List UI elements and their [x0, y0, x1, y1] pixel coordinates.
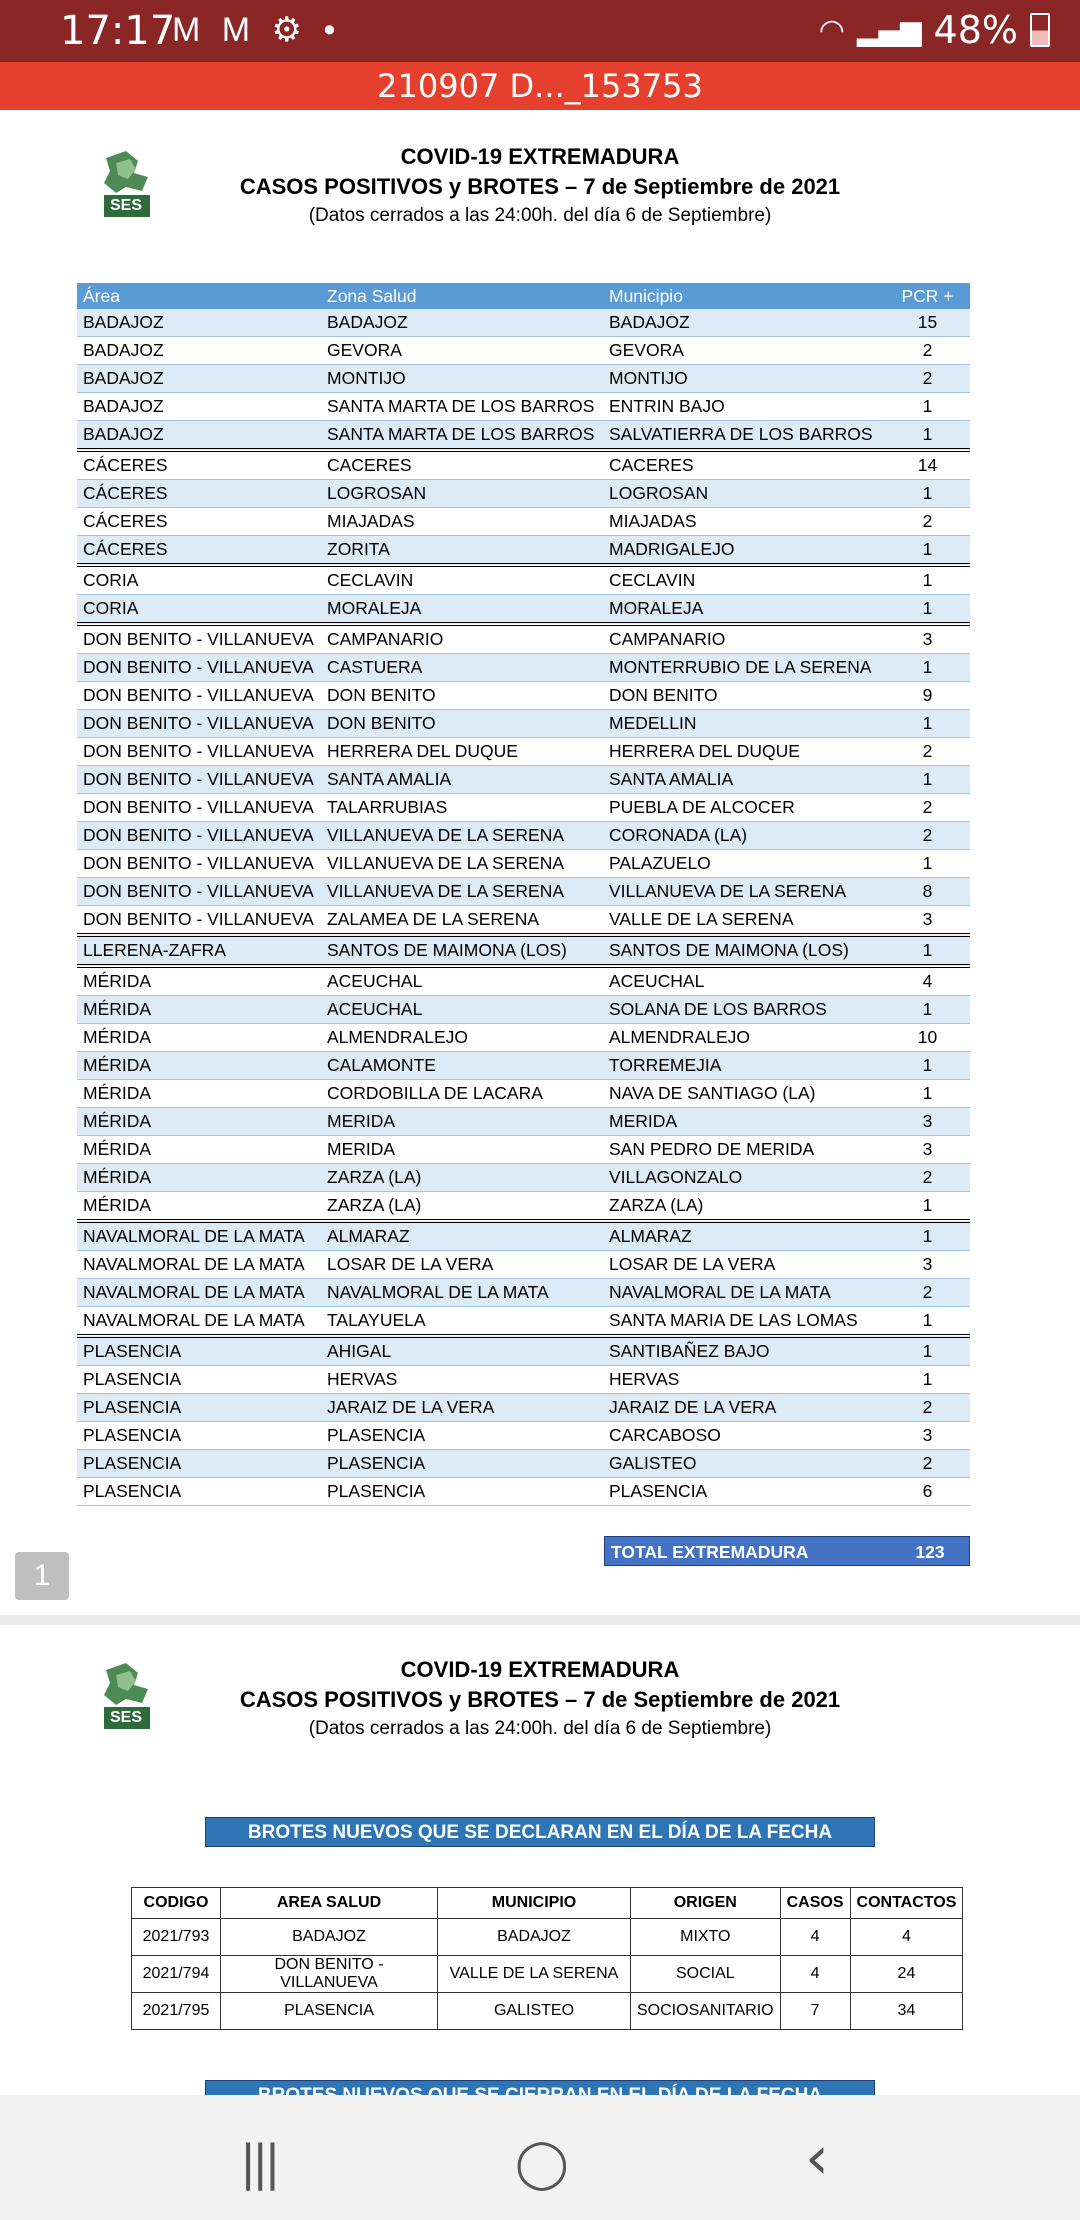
cell-pcr: 1	[885, 654, 970, 682]
table-row	[77, 738, 970, 766]
cell-area: DON BENITO - VILLANUEVA	[77, 710, 321, 738]
cell-municipio: VALLE DE LA SERENA	[438, 1956, 631, 1993]
cell-zona: ZORITA	[321, 536, 603, 566]
table-row	[77, 565, 970, 595]
table-row	[77, 337, 970, 365]
cell-codigo: 2021/795	[132, 1993, 221, 2030]
col-header-zona: Zona Salud	[321, 283, 603, 309]
cell-zona: LOSAR DE LA VERA	[321, 1251, 603, 1279]
cell-pcr: 6	[885, 1478, 970, 1506]
cell-area: DON BENITO - VILLANUEVA	[77, 682, 321, 710]
cell-area: BADAJOZ	[77, 421, 321, 451]
cell-zona: CASTUERA	[321, 654, 603, 682]
cell-zona: TALARRUBIAS	[321, 794, 603, 822]
cell-area: NAVALMORAL DE LA MATA	[77, 1221, 321, 1251]
cell-pcr: 1	[885, 1052, 970, 1080]
cell-municipio: ALMARAZ	[603, 1221, 885, 1251]
cell-municipio: MADRIGALEJO	[603, 536, 885, 566]
battery-icon	[1030, 13, 1050, 47]
table-row	[77, 966, 970, 996]
cell-pcr: 1	[885, 710, 970, 738]
table-row	[77, 766, 970, 794]
pdf-page-1	[0, 110, 1080, 1615]
cell-zona: ZALAMEA DE LA SERENA	[321, 906, 603, 936]
ses-logo-text: SES	[110, 197, 143, 214]
table-row	[77, 710, 970, 738]
header-title: COVID-19 EXTREMADURA	[400, 144, 680, 169]
cell-zona: PLASENCIA	[321, 1478, 603, 1506]
cell-area: PLASENCIA	[77, 1394, 321, 1422]
cell-municipio: BADAJOZ	[603, 309, 885, 337]
cell-municipio: MORALEJA	[603, 595, 885, 625]
cell-pcr: 8	[885, 878, 970, 906]
cell-area: BADAJOZ	[77, 365, 321, 393]
cell-area: DON BENITO - VILLANUEVA	[77, 794, 321, 822]
status-right	[819, 8, 1050, 52]
cell-contactos: 34	[850, 1993, 963, 2030]
table-row	[77, 682, 970, 710]
table-row	[77, 878, 970, 906]
table-row	[77, 480, 970, 508]
cell-pcr: 10	[885, 1024, 970, 1052]
cell-zona: MERIDA	[321, 1108, 603, 1136]
table-row	[77, 654, 970, 682]
col-header-pcr: PCR +	[885, 283, 970, 309]
header-subtitle: CASOS POSITIVOS y BROTES – 7 de Septiembre de 2021	[239, 174, 841, 199]
cell-municipio: ALMENDRALEJO	[603, 1024, 885, 1052]
cell-municipio: VILLANUEVA DE LA SERENA	[603, 878, 885, 906]
cell-area: NAVALMORAL DE LA MATA	[77, 1307, 321, 1337]
cell-municipio: SANTIBAÑEZ BAJO	[603, 1336, 885, 1366]
cell-area: MÉRIDA	[77, 1108, 321, 1136]
header-title-2: COVID-19 EXTREMADURA	[400, 1657, 680, 1682]
outbreak-row	[132, 1993, 963, 2030]
cell-pcr: 1	[885, 1192, 970, 1222]
document-title: 210907 D..._153753	[377, 67, 703, 105]
cell-contactos: 4	[850, 1919, 963, 1956]
cell-pcr: 2	[885, 1450, 970, 1478]
header-subtitle-2: CASOS POSITIVOS y BROTES – 7 de Septiembre de 2021	[239, 1687, 841, 1712]
cell-pcr: 1	[885, 393, 970, 421]
cell-municipio: LOSAR DE LA VERA	[603, 1251, 885, 1279]
cell-municipio: GALISTEO	[603, 1450, 885, 1478]
cell-pcr: 2	[885, 1164, 970, 1192]
cell-casos: 7	[780, 1993, 850, 2030]
android-nav-bar	[0, 2095, 1080, 2220]
table-row	[77, 508, 970, 536]
cell-area: CÁCERES	[77, 508, 321, 536]
cell-zona: ZARZA (LA)	[321, 1192, 603, 1222]
cell-area-salud: BADAJOZ	[221, 1919, 438, 1956]
cell-pcr: 3	[885, 906, 970, 936]
cell-area: BADAJOZ	[77, 393, 321, 421]
cell-pcr: 14	[885, 450, 970, 480]
cell-area: BADAJOZ	[77, 309, 321, 337]
cell-municipio: LOGROSAN	[603, 480, 885, 508]
wifi-icon: ◠	[818, 12, 845, 48]
outbreak-row	[132, 1919, 963, 1956]
cell-zona: SANTA MARTA DE LOS BARROS	[321, 421, 603, 451]
table-row	[77, 1279, 970, 1307]
cell-zona: CALAMONTE	[321, 1052, 603, 1080]
cell-municipio: MERIDA	[603, 1108, 885, 1136]
cell-origen: SOCIOSANITARIO	[631, 1993, 781, 2030]
cell-zona: DON BENITO	[321, 682, 603, 710]
cell-municipio: GALISTEO	[438, 1993, 631, 2030]
table-row	[77, 1336, 970, 1366]
cell-pcr: 3	[885, 624, 970, 654]
cell-municipio: GEVORA	[603, 337, 885, 365]
cell-area: DON BENITO - VILLANUEVA	[77, 738, 321, 766]
cell-zona: ALMENDRALEJO	[321, 1024, 603, 1052]
cell-area: MÉRIDA	[77, 966, 321, 996]
table-row	[77, 1192, 970, 1222]
cell-pcr: 3	[885, 1108, 970, 1136]
cell-pcr: 1	[885, 536, 970, 566]
cell-zona: CACERES	[321, 450, 603, 480]
col-header-contactos: CONTACTOS	[850, 1888, 963, 1919]
cell-zona: PLASENCIA	[321, 1450, 603, 1478]
table-row	[77, 1024, 970, 1052]
table-row	[77, 624, 970, 654]
cell-zona: TALAYUELA	[321, 1307, 603, 1337]
document-title-bar[interactable]	[0, 62, 1080, 110]
cell-municipio: ENTRIN BAJO	[603, 393, 885, 421]
cell-pcr: 3	[885, 1251, 970, 1279]
cell-municipio: SANTA MARIA DE LAS LOMAS	[603, 1307, 885, 1337]
cell-pcr: 1	[885, 935, 970, 966]
cell-pcr: 1	[885, 996, 970, 1024]
cell-area: NAVALMORAL DE LA MATA	[77, 1279, 321, 1307]
table-row	[77, 365, 970, 393]
cell-area: DON BENITO - VILLANUEVA	[77, 822, 321, 850]
cell-area-salud: DON BENITO - VILLANUEVA	[221, 1956, 438, 1993]
cell-pcr: 2	[885, 1394, 970, 1422]
cell-zona: HERVAS	[321, 1366, 603, 1394]
header-note-2: (Datos cerrados a las 24:00h. del día 6 de Septiembre)	[308, 1718, 772, 1739]
cell-municipio: ZARZA (LA)	[603, 1192, 885, 1222]
cell-area: CORIA	[77, 595, 321, 625]
clock: 17:17	[60, 8, 176, 54]
table-row	[77, 1251, 970, 1279]
cell-zona: GEVORA	[321, 337, 603, 365]
cell-municipio: VILLAGONZALO	[603, 1164, 885, 1192]
cell-pcr: 15	[885, 309, 970, 337]
cell-zona: MONTIJO	[321, 365, 603, 393]
cell-pcr: 4	[885, 966, 970, 996]
cell-municipio: MONTERRUBIO DE LA SERENA	[603, 654, 885, 682]
cell-pcr: 1	[885, 1366, 970, 1394]
col-header-origen: ORIGEN	[631, 1888, 781, 1919]
total-value: 123	[915, 1542, 945, 1562]
cell-zona: MIAJADAS	[321, 508, 603, 536]
cell-municipio: BADAJOZ	[438, 1919, 631, 1956]
cell-zona: SANTA AMALIA	[321, 766, 603, 794]
table-row	[77, 794, 970, 822]
cell-municipio: SANTOS DE MAIMONA (LOS)	[603, 935, 885, 966]
cell-zona: HERRERA DEL DUQUE	[321, 738, 603, 766]
cell-municipio: DON BENITO	[603, 682, 885, 710]
page-header-2	[0, 1655, 1080, 1743]
outbreaks-table	[131, 1887, 963, 2030]
banner-new-outbreaks: BROTES NUEVOS QUE SE DECLARAN EN EL DÍA DE LA FECHA	[205, 1817, 875, 1847]
cell-municipio: CARCABOSO	[603, 1422, 885, 1450]
cell-area: MÉRIDA	[77, 1080, 321, 1108]
cell-zona: ACEUCHAL	[321, 996, 603, 1024]
col-header-municipio-2: MUNICIPIO	[438, 1888, 631, 1919]
cell-area: LLERENA-ZAFRA	[77, 935, 321, 966]
cell-area: MÉRIDA	[77, 1192, 321, 1222]
cell-origen: SOCIAL	[631, 1956, 781, 1993]
cell-area: NAVALMORAL DE LA MATA	[77, 1251, 321, 1279]
cell-municipio: CACERES	[603, 450, 885, 480]
col-header-casos: CASOS	[780, 1888, 850, 1919]
table-row	[77, 536, 970, 566]
cell-area: DON BENITO - VILLANUEVA	[77, 850, 321, 878]
cell-municipio: NAVALMORAL DE LA MATA	[603, 1279, 885, 1307]
cell-municipio: JARAIZ DE LA VERA	[603, 1394, 885, 1422]
cell-municipio: NAVA DE SANTIAGO (LA)	[603, 1080, 885, 1108]
header-note: (Datos cerrados a las 24:00h. del día 6 de Septiembre)	[308, 205, 772, 226]
col-header-area-salud: AREA SALUD	[221, 1888, 438, 1919]
cell-pcr: 2	[885, 822, 970, 850]
cell-area: PLASENCIA	[77, 1478, 321, 1506]
table-row	[77, 1052, 970, 1080]
table-row	[77, 450, 970, 480]
cell-area: CÁCERES	[77, 536, 321, 566]
back-button[interactable]: ‹	[805, 2123, 829, 2193]
cell-municipio: VALLE DE LA SERENA	[603, 906, 885, 936]
cell-zona: ZARZA (LA)	[321, 1164, 603, 1192]
cell-zona: CAMPANARIO	[321, 624, 603, 654]
cell-municipio: CAMPANARIO	[603, 624, 885, 654]
cell-zona: VILLANUEVA DE LA SERENA	[321, 850, 603, 878]
table-header-row	[77, 283, 970, 309]
col-header-codigo: CODIGO	[132, 1888, 221, 1919]
cell-pcr: 1	[885, 565, 970, 595]
cell-area: PLASENCIA	[77, 1422, 321, 1450]
page-number-badge: 1	[15, 1552, 69, 1600]
table-row	[77, 595, 970, 625]
cell-pcr: 1	[885, 766, 970, 794]
table-row	[77, 1422, 970, 1450]
cell-area: CORIA	[77, 565, 321, 595]
cell-pcr: 1	[885, 1307, 970, 1337]
cell-area: DON BENITO - VILLANUEVA	[77, 624, 321, 654]
cell-pcr: 1	[885, 480, 970, 508]
table-row	[77, 935, 970, 966]
cell-area: PLASENCIA	[77, 1450, 321, 1478]
cell-zona: SANTOS DE MAIMONA (LOS)	[321, 935, 603, 966]
table-row	[77, 1108, 970, 1136]
table-row	[77, 1366, 970, 1394]
cell-municipio: MEDELLIN	[603, 710, 885, 738]
signal-icon: ▂▄▆	[856, 13, 922, 47]
cell-contactos: 24	[850, 1956, 963, 1993]
cell-municipio: SAN PEDRO DE MERIDA	[603, 1136, 885, 1164]
cell-codigo: 2021/794	[132, 1956, 221, 1993]
outbreak-row	[132, 1956, 963, 1993]
cell-pcr: 1	[885, 595, 970, 625]
battery-level: 48%	[933, 8, 1018, 52]
cell-zona: LOGROSAN	[321, 480, 603, 508]
cell-zona: SANTA MARTA DE LOS BARROS	[321, 393, 603, 421]
cell-pcr: 2	[885, 1279, 970, 1307]
cell-municipio: TORREMEJIA	[603, 1052, 885, 1080]
total-label: TOTAL EXTREMADURA	[611, 1542, 809, 1562]
cell-pcr: 2	[885, 738, 970, 766]
cell-area: PLASENCIA	[77, 1336, 321, 1366]
cell-municipio: PUEBLA DE ALCOCER	[603, 794, 885, 822]
cell-area: DON BENITO - VILLANUEVA	[77, 906, 321, 936]
cell-pcr: 1	[885, 1336, 970, 1366]
pdf-page-2	[0, 1625, 1080, 2095]
cell-area: DON BENITO - VILLANUEVA	[77, 766, 321, 794]
table-row	[77, 850, 970, 878]
page-header	[0, 142, 1080, 230]
cell-zona: JARAIZ DE LA VERA	[321, 1394, 603, 1422]
cell-municipio: MIAJADAS	[603, 508, 885, 536]
cell-municipio: HERRERA DEL DUQUE	[603, 738, 885, 766]
cell-area: MÉRIDA	[77, 1136, 321, 1164]
outbreaks-header-row	[132, 1888, 963, 1919]
cell-zona: ALMARAZ	[321, 1221, 603, 1251]
table-row	[77, 1080, 970, 1108]
status-bar	[0, 0, 1080, 62]
table-row	[77, 906, 970, 936]
cell-pcr: 3	[885, 1136, 970, 1164]
cell-area: MÉRIDA	[77, 996, 321, 1024]
cell-origen: MIXTO	[631, 1919, 781, 1956]
col-header-municipio: Municipio	[603, 283, 885, 309]
cell-pcr: 3	[885, 1422, 970, 1450]
ses-logo-text-2: SES	[110, 1709, 143, 1726]
cell-area: MÉRIDA	[77, 1164, 321, 1192]
table-row	[77, 1394, 970, 1422]
table-row	[77, 1450, 970, 1478]
cell-zona: DON BENITO	[321, 710, 603, 738]
cell-municipio: CORONADA (LA)	[603, 822, 885, 850]
cell-zona: ACEUCHAL	[321, 966, 603, 996]
table-row	[77, 1478, 970, 1506]
cell-area: MÉRIDA	[77, 1024, 321, 1052]
cell-zona: CECLAVIN	[321, 565, 603, 595]
recents-button[interactable]: |||	[240, 2135, 277, 2191]
cell-municipio: ACEUCHAL	[603, 966, 885, 996]
cell-pcr: 9	[885, 682, 970, 710]
cell-pcr: 1	[885, 421, 970, 451]
cell-municipio: MONTIJO	[603, 365, 885, 393]
cell-pcr: 2	[885, 365, 970, 393]
cell-area: DON BENITO - VILLANUEVA	[77, 654, 321, 682]
table-row	[77, 1307, 970, 1337]
cell-pcr: 2	[885, 794, 970, 822]
cell-zona: VILLANUEVA DE LA SERENA	[321, 878, 603, 906]
col-header-area: Área	[77, 283, 321, 309]
cell-casos: 4	[780, 1919, 850, 1956]
cell-municipio: PLASENCIA	[603, 1478, 885, 1506]
notification-icons: M M ⚙ •	[172, 11, 342, 49]
cell-area: MÉRIDA	[77, 1052, 321, 1080]
cell-codigo: 2021/793	[132, 1919, 221, 1956]
cell-municipio: CECLAVIN	[603, 565, 885, 595]
table-row	[77, 1221, 970, 1251]
cell-zona: CORDOBILLA DE LACARA	[321, 1080, 603, 1108]
cell-pcr: 2	[885, 508, 970, 536]
cell-zona: MERIDA	[321, 1136, 603, 1164]
cell-area: BADAJOZ	[77, 337, 321, 365]
cell-area: CÁCERES	[77, 480, 321, 508]
table-row	[77, 1164, 970, 1192]
cases-table	[77, 283, 970, 1506]
total-row	[604, 1536, 970, 1566]
cell-zona: MORALEJA	[321, 595, 603, 625]
cell-area: PLASENCIA	[77, 1366, 321, 1394]
cell-zona: AHIGAL	[321, 1336, 603, 1366]
cell-pcr: 2	[885, 337, 970, 365]
cell-pcr: 1	[885, 1080, 970, 1108]
cell-municipio: PALAZUELO	[603, 850, 885, 878]
cell-zona: BADAJOZ	[321, 309, 603, 337]
cell-area: DON BENITO - VILLANUEVA	[77, 878, 321, 906]
cell-municipio: HERVAS	[603, 1366, 885, 1394]
cell-pcr: 1	[885, 1221, 970, 1251]
table-row	[77, 996, 970, 1024]
table-row	[77, 1136, 970, 1164]
table-row	[77, 421, 970, 451]
cell-area: CÁCERES	[77, 450, 321, 480]
table-row	[77, 309, 970, 337]
cell-municipio: SALVATIERRA DE LOS BARROS	[603, 421, 885, 451]
table-row	[77, 822, 970, 850]
home-button[interactable]: ◯	[515, 2135, 569, 2191]
cell-casos: 4	[780, 1956, 850, 1993]
cell-zona: VILLANUEVA DE LA SERENA	[321, 822, 603, 850]
cell-zona: NAVALMORAL DE LA MATA	[321, 1279, 603, 1307]
table-row	[77, 393, 970, 421]
cell-municipio: SOLANA DE LOS BARROS	[603, 996, 885, 1024]
cell-zona: PLASENCIA	[321, 1422, 603, 1450]
cell-municipio: SANTA AMALIA	[603, 766, 885, 794]
cell-area-salud: PLASENCIA	[221, 1993, 438, 2030]
cell-pcr: 1	[885, 850, 970, 878]
